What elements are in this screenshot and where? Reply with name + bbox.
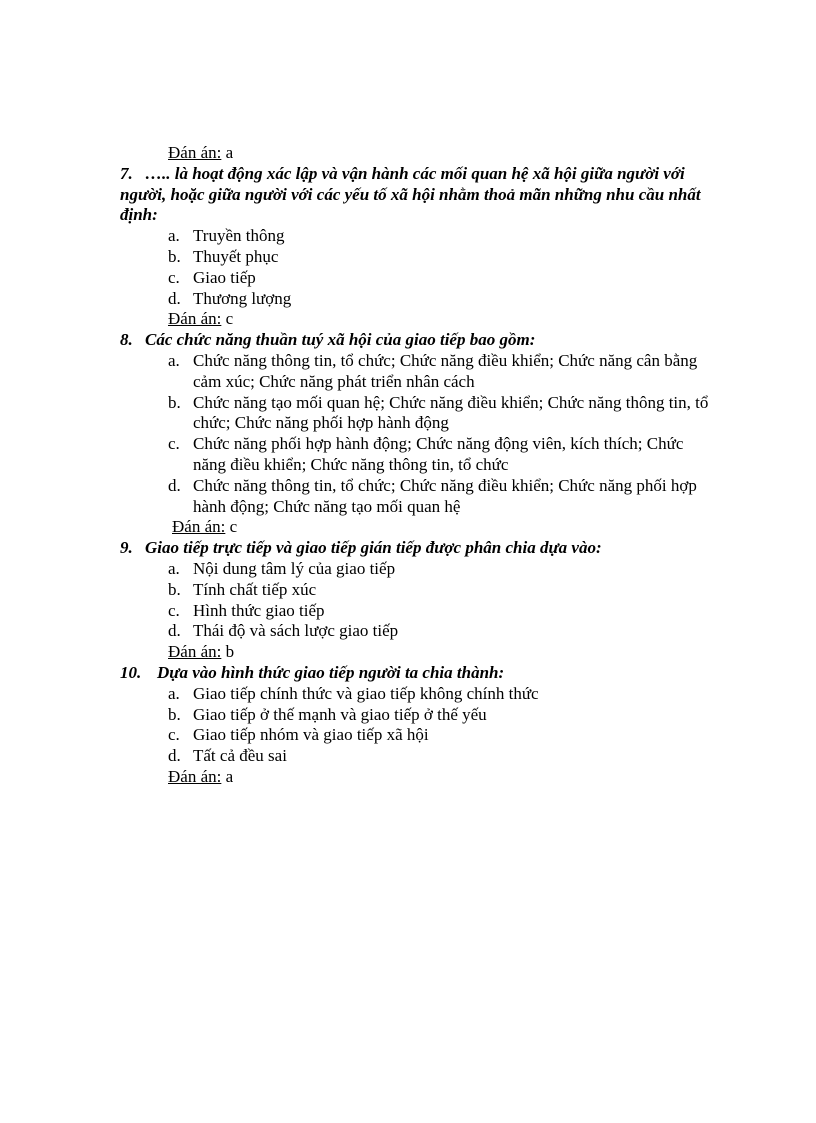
option-q8-a xyxy=(120,351,720,393)
answer-line-q10 xyxy=(120,767,720,788)
option-letter: b. xyxy=(168,392,181,412)
option-letter: d. xyxy=(168,288,181,308)
option-q7-a xyxy=(120,226,720,247)
option-text: Thuyết phục xyxy=(193,246,279,266)
option-q10-d xyxy=(120,746,720,767)
answer-line-q6 xyxy=(120,143,720,164)
question-text: Giao tiếp trực tiếp và giao tiếp gián tiếp được phân chia dựa vào: xyxy=(145,538,602,558)
option-letter: a. xyxy=(168,683,180,703)
option-text: Truyền thông xyxy=(193,226,285,246)
option-q9-c xyxy=(120,601,720,622)
option-q7-d xyxy=(120,289,720,310)
option-q8-b xyxy=(120,393,720,435)
answer-value: a xyxy=(225,766,234,786)
options-list-q7 xyxy=(120,226,720,309)
option-text: Thái độ và sách lược giao tiếp xyxy=(193,621,399,641)
answer-value: c xyxy=(225,309,234,329)
answer-label: Đán án: xyxy=(168,309,222,329)
option-text: Tất cả đều sai xyxy=(193,746,287,766)
answer-label: Đán án: xyxy=(172,517,226,537)
question-9 xyxy=(120,538,720,559)
option-q9-a xyxy=(120,559,720,580)
option-q9-b xyxy=(120,580,720,601)
option-q10-a xyxy=(120,684,720,705)
option-q8-d xyxy=(120,476,720,518)
options-list-q8 xyxy=(120,351,720,517)
option-text: Giao tiếp chính thức và giao tiếp không chính thức xyxy=(193,683,539,703)
option-letter: b. xyxy=(168,579,181,599)
answer-label: Đán án: xyxy=(168,642,222,662)
option-text: Chức năng tạo mối quan hệ; Chức năng điều khiển; Chức năng thông tin, tổ chức; Chức năng phối hợp hành động xyxy=(193,392,709,433)
option-text: Nội dung tâm lý của giao tiếp xyxy=(193,558,396,578)
answer-line-q7 xyxy=(120,309,720,330)
option-q10-b xyxy=(120,705,720,726)
answer-value: a xyxy=(225,143,234,162)
option-q10-c xyxy=(120,725,720,746)
option-letter: c. xyxy=(168,725,180,745)
option-text: Thương lượng xyxy=(193,288,292,308)
answer-value: b xyxy=(225,642,235,662)
option-text: Tính chất tiếp xúc xyxy=(193,579,317,599)
option-letter: d. xyxy=(168,746,181,766)
answer-line-q9 xyxy=(120,642,720,663)
option-text: Giao tiếp xyxy=(193,267,256,287)
option-letter: a. xyxy=(168,350,180,370)
options-list-q9 xyxy=(120,559,720,642)
question-number: 10. xyxy=(120,662,142,682)
question-8 xyxy=(120,330,720,351)
answer-value: c xyxy=(229,517,238,537)
option-q7-b xyxy=(120,247,720,268)
answer-line-q8 xyxy=(120,517,720,538)
option-text: Chức năng phối hợp hành động; Chức năng động viên, kích thích; Chức năng điều khiển; Chức năng thông tin, tổ chức xyxy=(193,434,684,474)
answer-label: Đán án: xyxy=(168,143,222,162)
option-q9-d xyxy=(120,621,720,642)
option-text: Giao tiếp ở thế mạnh và giao tiếp ở thế yếu xyxy=(193,704,487,724)
option-text: Hình thức giao tiếp xyxy=(193,600,325,620)
document-content xyxy=(120,143,720,788)
question-number: 8. xyxy=(120,330,133,350)
option-letter: d. xyxy=(168,475,181,495)
question-7 xyxy=(120,164,720,226)
option-text: Giao tiếp nhóm và giao tiếp xã hội xyxy=(193,725,429,745)
option-letter: a. xyxy=(168,226,180,246)
options-list-q10 xyxy=(120,684,720,767)
question-text: Dựa vào hình thức giao tiếp người ta chia thành: xyxy=(157,662,505,682)
answer-label: Đán án: xyxy=(168,766,222,786)
question-number: 9. xyxy=(120,538,133,558)
option-text: Chức năng thông tin, tổ chức; Chức năng điều khiển; Chức năng cân bằng cảm xúc; Chức năng phát triển nhân cách xyxy=(193,350,698,391)
option-letter: c. xyxy=(168,434,180,454)
question-10 xyxy=(120,663,720,684)
option-q8-c xyxy=(120,434,720,476)
option-letter: b. xyxy=(168,704,181,724)
option-letter: d. xyxy=(168,621,181,641)
question-text: Các chức năng thuần tuý xã hội của giao tiếp bao gồm: xyxy=(145,330,536,350)
question-text: ….. là hoạt động xác lập và vận hành các mối quan hệ xã hội giữa người với người, hoặc giữa người với các yếu tố xã hội nhằm thoả mãn những nhu cầu nhất định: xyxy=(120,163,701,225)
option-text: Chức năng thông tin, tổ chức; Chức năng điều khiển; Chức năng phối hợp hành động; Chức năng tạo mối quan hệ xyxy=(193,475,697,516)
option-q7-c xyxy=(120,268,720,289)
option-letter: b. xyxy=(168,246,181,266)
option-letter: a. xyxy=(168,558,180,578)
question-number: 7. xyxy=(120,163,133,183)
option-letter: c. xyxy=(168,267,180,287)
option-letter: c. xyxy=(168,600,180,620)
